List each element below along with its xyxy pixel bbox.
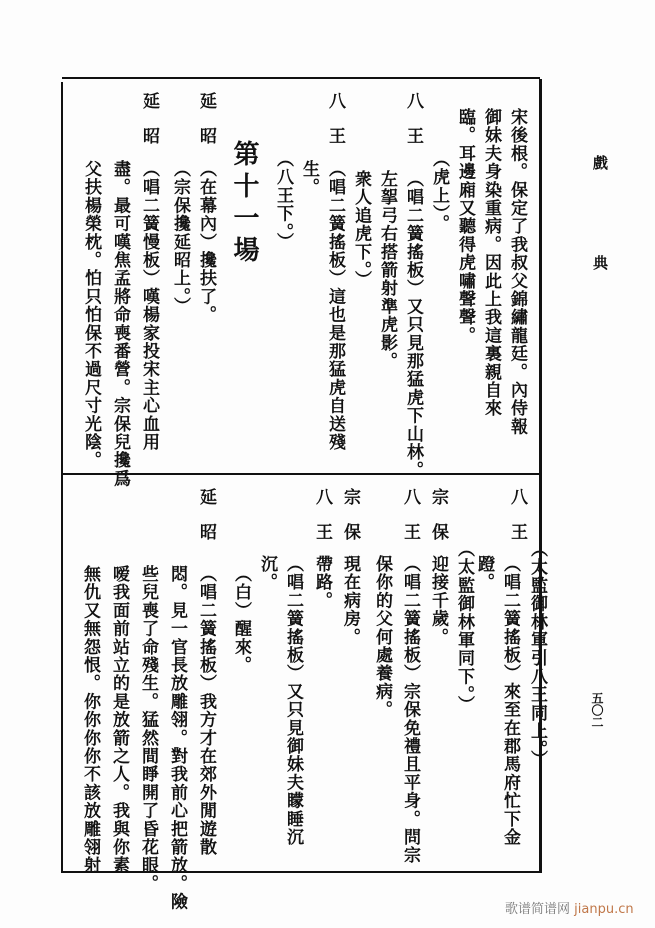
top-col-2: 御妹夫身染重病。因此上我這裏親自來 [481, 108, 501, 418]
bottom-speaker-bawang-2: 八王 [400, 488, 420, 558]
scene-title: 第十一場 [229, 140, 259, 268]
bottom-col-9: （唱二簧搖板）宗保免禮且平身。問宗 [400, 555, 420, 865]
bottom-col-21: 些兒喪了命殘生。猛然間睜開了昏花眼。 [138, 565, 158, 893]
bottom-col-2: （太監御林軍引八王同上。） [527, 540, 547, 769]
top-col-6: （唱二簧搖板）又只見那猛虎下山林。 [403, 170, 423, 480]
top-col-16: （宗保攙延昭上。） [170, 160, 190, 316]
top-col-10: （唱二簧搖板）這也是那猛虎自送殘 [325, 160, 345, 452]
bottom-col-3: （唱二簧搖板）來至在郡馬府忙下金 [500, 555, 520, 847]
bottom-col-14: 帶路。 [312, 555, 332, 610]
bottom-speaker-yanzhao: 延昭 [196, 488, 216, 558]
top-col-19: 盡。最可嘆焦孟將命喪番營。宗保兒攙爲 [110, 160, 130, 488]
frame-bottom-border [62, 871, 540, 873]
bottom-col-10: 保你的父何處養病。 [372, 555, 392, 719]
top-col-3: 臨。耳邊廂又聽得虎嘯聲聲。 [455, 108, 475, 345]
top-col-11: 生。 [299, 160, 319, 197]
top-speaker-yanzhao-2: 延昭 [139, 92, 159, 162]
page-number: 五〇二 [590, 692, 604, 728]
watermark-site-name: 歌谱简谱网 [505, 902, 571, 917]
watermark-url: jianpu.cn [574, 902, 634, 917]
top-speaker-bawang-1: 八王 [403, 92, 423, 162]
bottom-col-22: 嗳我面前站立的是放箭之人。我與你素 [109, 565, 129, 875]
bottom-speaker-bawang-1: 八王 [507, 488, 527, 558]
top-col-1: 宋後根。保定了我叔父錦繡龍廷。內侍報 [507, 108, 527, 436]
bottom-col-15: （唱二簧搖板）又只見御妹夫矇睡沉 [283, 555, 303, 847]
top-speaker-bawang-2: 八王 [325, 92, 345, 162]
top-col-8: 衆人追虎下。） [351, 170, 371, 289]
top-col-15: （在幕內）攙扶了。 [196, 160, 216, 324]
bottom-speaker-bawang-3: 八王 [312, 488, 332, 558]
top-col-12-exit: （八王下。） [273, 150, 293, 251]
bottom-speaker-zongbao-2: 宗保 [340, 488, 360, 558]
top-col-4-stage-direction: （虎上）。 [429, 150, 449, 233]
book-title-char-1: 戲 [591, 155, 609, 170]
bottom-col-17: （白）醒來。 [231, 565, 251, 675]
top-col-18: （唱二簧慢板）嘆楊家投宋主心血用 [139, 160, 159, 452]
top-speaker-yanzhao-1: 延昭 [196, 92, 216, 162]
bottom-col-4: 蹬。 [474, 555, 494, 592]
bottom-col-20: 悶。見一官長放雕翎。對我前心把箭放。險 [167, 565, 187, 911]
top-col-20: 父扶楊榮枕。怕只怕保不過尺寸光陰。 [81, 160, 101, 470]
bottom-col-23: 無仇又無怨恨。你你你你不該放雕翎射 [80, 565, 100, 875]
bottom-col-16: 沉。 [257, 555, 277, 592]
top-col-7: 左挐弓右搭箭射準虎影。 [377, 170, 397, 371]
frame-top-border [62, 77, 540, 79]
frame-left-border [61, 82, 63, 873]
book-title-char-2: 典 [591, 255, 609, 270]
bottom-col-12: 現在病房。 [340, 555, 360, 646]
bottom-col-19: （唱二簧搖板）我方才在郊外閒遊散 [196, 565, 216, 857]
watermark [505, 898, 634, 917]
bottom-col-6: 迎接千歲。 [428, 555, 448, 646]
bottom-speaker-zongbao-1: 宗保 [428, 488, 448, 558]
bottom-col-7: （太監御林軍同下。） [454, 540, 474, 714]
frame-middle-divider [62, 473, 540, 475]
